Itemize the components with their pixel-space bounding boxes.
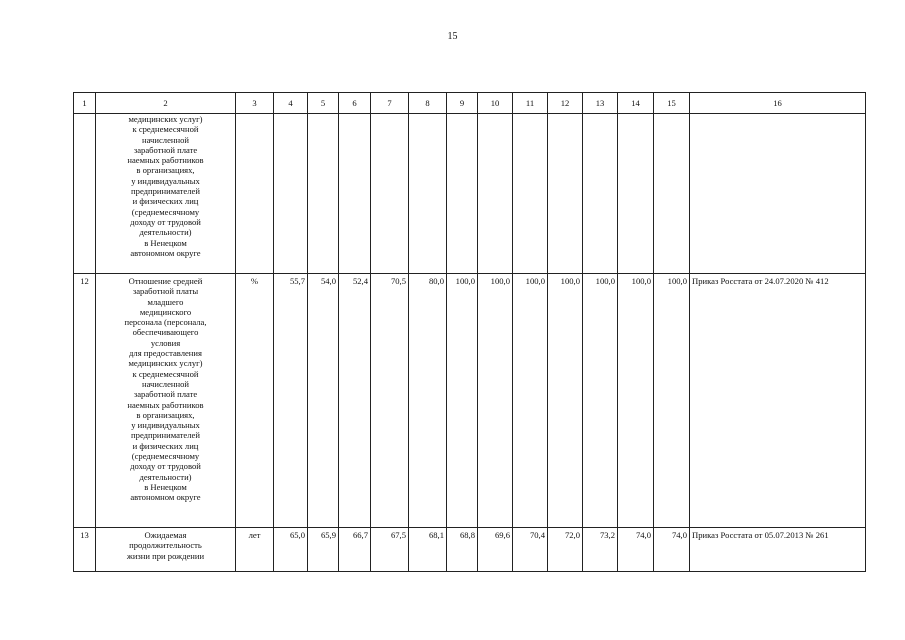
value-cell — [308, 114, 339, 274]
unit-cell — [236, 114, 274, 274]
indicator-table — [73, 92, 866, 572]
source-reference: Приказ Росстата от 05.07.2013 № 261 — [690, 528, 866, 572]
value-cell: 68,8 — [447, 528, 478, 572]
unit-cell: % — [236, 274, 274, 528]
header-cell: 15 — [654, 93, 690, 114]
header-cell: 13 — [583, 93, 618, 114]
header-row — [74, 93, 866, 114]
value-cell: 72,0 — [548, 528, 583, 572]
value-cell: 67,5 — [371, 528, 409, 572]
source-reference: Приказ Росстата от 24.07.2020 № 412 — [690, 274, 866, 528]
value-cell: 54,0 — [308, 274, 339, 528]
value-cell: 66,7 — [339, 528, 371, 572]
header-cell: 5 — [308, 93, 339, 114]
header-cell: 12 — [548, 93, 583, 114]
page-number: 15 — [447, 31, 458, 42]
header-cell: 6 — [339, 93, 371, 114]
header-cell: 9 — [447, 93, 478, 114]
value-cell: 69,6 — [478, 528, 513, 572]
header-cell: 4 — [274, 93, 308, 114]
indicator-name: Ожидаемая продолжительность жизни при рождении — [96, 528, 236, 572]
value-cell — [583, 114, 618, 274]
value-cell: 52,4 — [339, 274, 371, 528]
value-cell: 100,0 — [478, 274, 513, 528]
value-cell — [618, 114, 654, 274]
unit-cell: лет — [236, 528, 274, 572]
table-row — [74, 114, 866, 274]
header-cell: 11 — [513, 93, 548, 114]
value-cell — [339, 114, 371, 274]
header-cell: 2 — [96, 93, 236, 114]
value-cell: 55,7 — [274, 274, 308, 528]
table-row — [74, 274, 866, 528]
header-cell: 16 — [690, 93, 866, 114]
value-cell: 65,9 — [308, 528, 339, 572]
header-cell: 1 — [74, 93, 96, 114]
value-cell: 65,0 — [274, 528, 308, 572]
row-number — [74, 114, 96, 274]
indicator-name: медицинских услуг) к среднемесячной начисленной заработной плате наемных работников в организациях, у индивидуальных предпринимателей и физических лиц (среднемесячному доходу от трудовой деятельности) в Ненецком автономном округе — [96, 114, 236, 274]
value-cell: 100,0 — [583, 274, 618, 528]
value-cell — [371, 114, 409, 274]
value-cell — [274, 114, 308, 274]
value-cell — [447, 114, 478, 274]
value-cell — [409, 114, 447, 274]
value-cell: 100,0 — [618, 274, 654, 528]
header-cell: 14 — [618, 93, 654, 114]
row-number: 12 — [74, 274, 96, 528]
header-cell: 8 — [409, 93, 447, 114]
value-cell: 100,0 — [548, 274, 583, 528]
value-cell: 70,5 — [371, 274, 409, 528]
value-cell: 74,0 — [618, 528, 654, 572]
source-reference — [690, 114, 866, 274]
value-cell: 80,0 — [409, 274, 447, 528]
table-row — [74, 528, 866, 572]
value-cell — [513, 114, 548, 274]
value-cell: 100,0 — [447, 274, 478, 528]
value-cell — [478, 114, 513, 274]
value-cell — [548, 114, 583, 274]
value-cell: 74,0 — [654, 528, 690, 572]
value-cell: 73,2 — [583, 528, 618, 572]
header-cell: 10 — [478, 93, 513, 114]
header-cell: 7 — [371, 93, 409, 114]
value-cell: 100,0 — [654, 274, 690, 528]
value-cell: 100,0 — [513, 274, 548, 528]
row-number: 13 — [74, 528, 96, 572]
value-cell: 68,1 — [409, 528, 447, 572]
value-cell — [654, 114, 690, 274]
indicator-name: Отношение средней заработной платы младшего медицинского персонала (персонала, обеспечивающего условия для предоставления медицинских услуг) к среднемесячной начисленной заработной плате наемных работников в организациях, у индивидуальных предпринимателей и физических лиц (среднемесячному доходу от трудовой деятельности) в Ненецком автономном округе — [96, 274, 236, 528]
value-cell: 70,4 — [513, 528, 548, 572]
header-cell: 3 — [236, 93, 274, 114]
